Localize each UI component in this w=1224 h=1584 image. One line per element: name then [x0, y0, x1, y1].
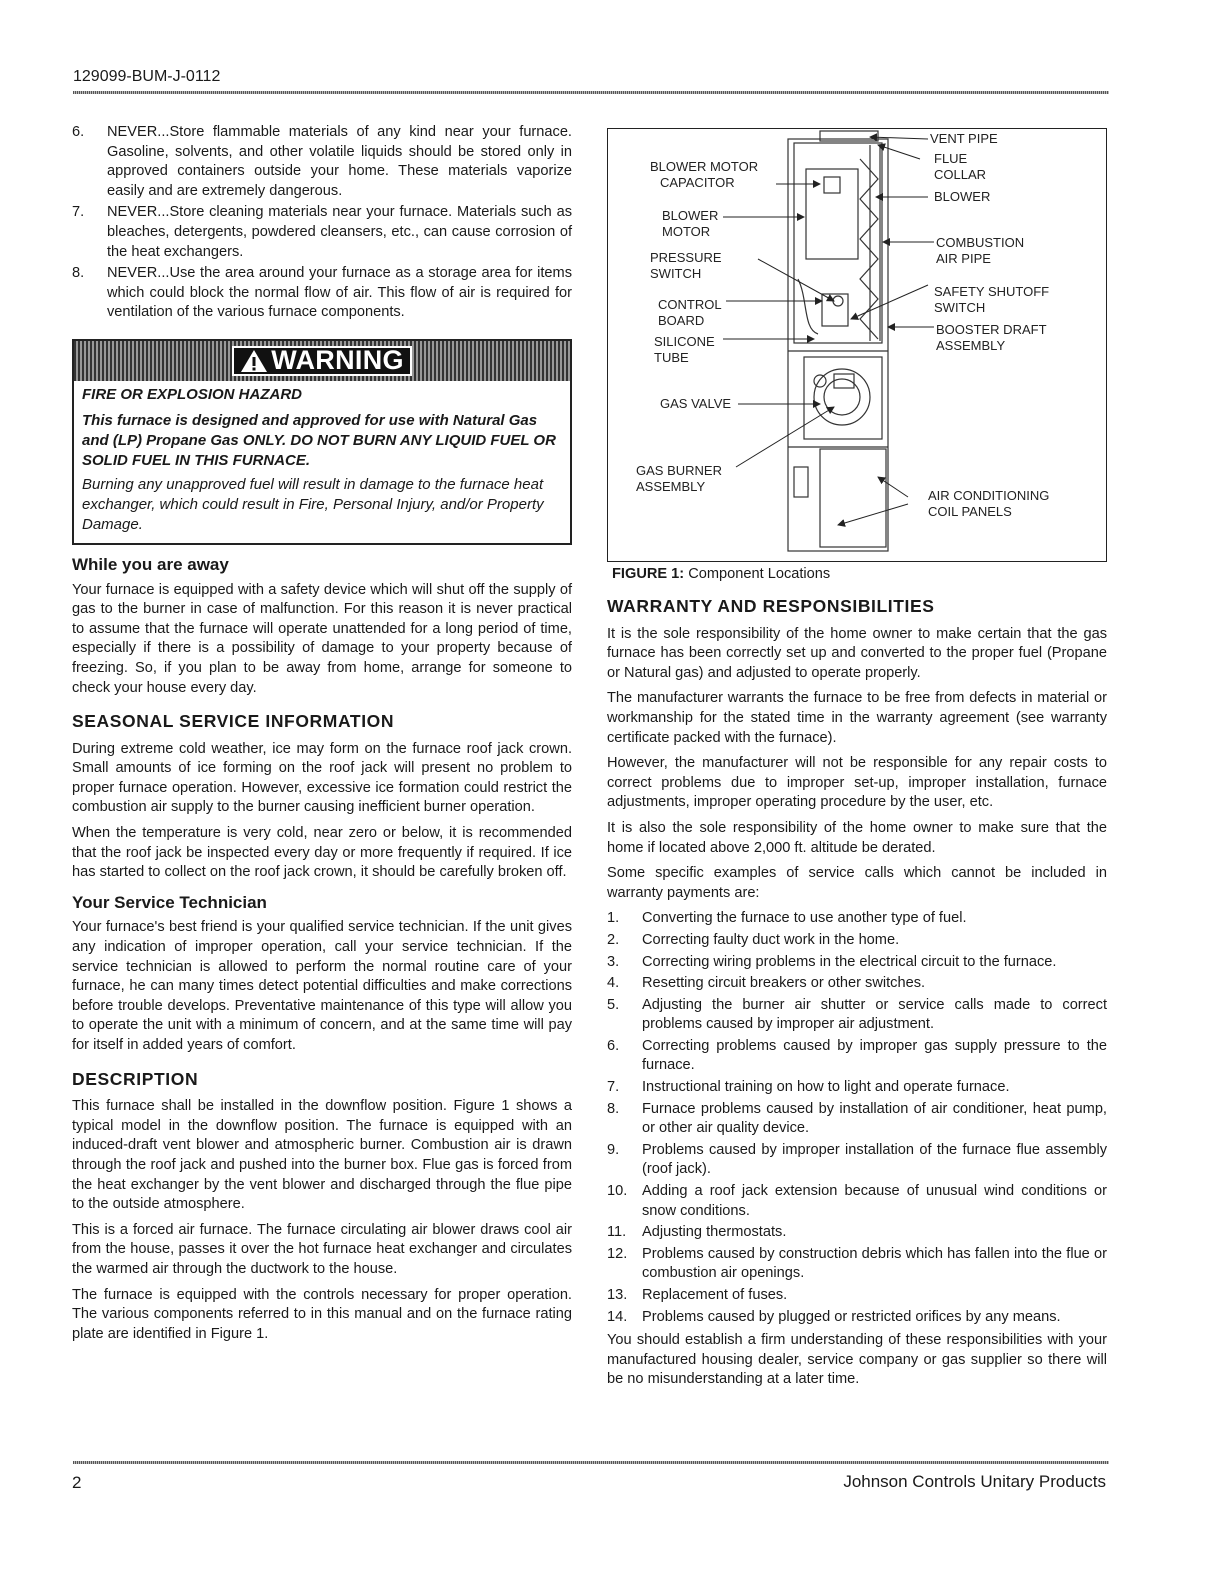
- list-item: [607, 1245, 1107, 1284]
- description-p2: This is a forced air furnace. The furnace circulating air blower draws cool air from the house, passes it over the hot furnace heat exchanger and circulates the warmed air through the ductwork to the house.: [72, 1221, 572, 1277]
- label-blower-motor-capacitor-2: CAPACITOR: [660, 175, 735, 190]
- warranty-p4: It is also the sole responsibility of the home owner to make sure that the home if located above 2,000 ft. altitude be derated.: [607, 819, 1107, 856]
- label-pressure-2: SWITCH: [650, 266, 702, 281]
- warning-banner: [74, 341, 570, 381]
- list-item: [607, 1078, 1107, 1098]
- list-number: 5.: [607, 996, 620, 1013]
- list-text: NEVER...Use the area around your furnace as a storage area for items which could block the normal flow of air. This flow of air is required for ventilation of the various furnace components.: [107, 265, 572, 321]
- list-text: Correcting problems caused by improper gas supply pressure to the furnace.: [642, 1037, 1107, 1074]
- list-number: 6.: [72, 124, 85, 140]
- warranty-p5: Some specific examples of service calls which cannot be included in warranty payments are:: [607, 865, 1107, 901]
- list-item: [607, 909, 1107, 929]
- list-text: Adding a roof jack extension because of unusual wind conditions or snow conditions.: [642, 1183, 1107, 1219]
- label-control-1: CONTROL: [658, 297, 722, 312]
- label-booster-2: ASSEMBLY: [936, 338, 1006, 353]
- list-number: 6.: [607, 1037, 620, 1054]
- list-item: [607, 1308, 1107, 1328]
- list-text: Problems caused by plugged or restricted orifices by any means.: [642, 1308, 1061, 1325]
- list-item: [607, 1037, 1107, 1076]
- warning-body: [74, 381, 570, 543]
- caption-label: FIGURE 1:: [612, 566, 685, 582]
- label-ac-2: COIL PANELS: [928, 504, 1012, 519]
- list-number: 7.: [72, 204, 85, 221]
- label-gas-valve: GAS VALVE: [660, 396, 732, 411]
- list-number: 4.: [607, 975, 620, 992]
- label-blower: BLOWER: [934, 189, 991, 204]
- list-item: [72, 123, 572, 201]
- list-number: 9.: [607, 1141, 620, 1158]
- list-number: 13.: [607, 1287, 628, 1303]
- list-item: [72, 264, 572, 323]
- label-ac-1: AIR CONDITIONING: [928, 488, 1050, 503]
- list-number: 8.: [607, 1100, 620, 1117]
- seasonal-p1: During extreme cold weather, ice may form on the furnace roof jack crown. Small amounts of ice forming on the roof jack will present no problem to proper furnace operation. However, excessive ice formation could restrict the combustion air supply to the burner causing inefficient burner operation.: [72, 740, 572, 816]
- list-text: NEVER...Store cleaning materials near your furnace. Materials such as bleaches, detergents, powdered cleansers, etc., can cause corrosion of the heat exchangers.: [107, 204, 572, 260]
- label-collar: COLLAR: [934, 167, 987, 182]
- label-blower-motor-capacitor-1: BLOWER MOTOR: [650, 159, 759, 174]
- caption-text: Component Locations: [684, 566, 831, 582]
- label-combustion-2: AIR PIPE: [936, 251, 991, 266]
- description-p3: The furnace is equipped with the controls necessary for proper operation. The various components referred to in this manual and on the furnace rating plate are identified in Figure 1.: [72, 1286, 572, 1342]
- technician-text: Your furnace's best friend is your qualified service technician. If the unit gives any indication of improper operation, call your service technician. If the service technician is allowed to perform the normal routine care of your furnace, he can many times detect potential difficulties and make corrections before trouble develops. Preventative maintenance of this type will allow you to operate the unit with a minimum of concern, and at the same time will pay for itself in added years of comfort.: [72, 919, 572, 1053]
- list-text: Correcting faulty duct work in the home.: [642, 931, 900, 948]
- warning-triangle-icon: [240, 349, 268, 373]
- label-pressure-1: PRESSURE: [650, 250, 722, 265]
- warning-title: [232, 346, 412, 376]
- warranty-closing: You should establish a firm understanding of these responsibilities with your manufactured housing dealer, service company or gas supplier so there will be no misunderstanding at a later time.: [607, 1332, 1107, 1388]
- warranty-p3: However, the manufacturer will not be responsible for any repair costs to correct problems due to improper set-up, improper installation, furnace adjustments, improper operating procedure by the user, etc.: [607, 755, 1107, 811]
- list-number: 14.: [607, 1308, 628, 1325]
- list-number: 8.: [72, 265, 85, 282]
- footer-rule: [73, 1461, 1109, 1464]
- label-silicone-1: SILICONE: [654, 334, 715, 349]
- component-figure: [607, 128, 1107, 562]
- footer-company: Johnson Controls Unitary Products: [843, 1472, 1106, 1491]
- seasonal-p2: When the temperature is very cold, near zero or below, it is recommended that the roof jack be inspected every day or more frequently if required. If ice has started to collect on the roof jack crown, it should be carefully broken off.: [72, 825, 572, 881]
- label-safety-2: SWITCH: [934, 300, 986, 315]
- warranty-p1: It is the sole responsibility of the home owner to make certain that the gas furnace has been correctly set up and converted to the proper fuel (Propane or Natural gas) and adjusted to operate properly.: [607, 625, 1107, 681]
- description-p1: This furnace shall be installed in the downflow position. Figure 1 shows a typical model in the downflow position. The furnace is equipped with an induced-draft vent blower and atmospheric burner. Combustion air is drawn through the roof jack and pushed into the burner box. Flue gas is forced from the heat exchanger by the vent blower and discharged through the flue pipe to the outside atmosphere.: [72, 1098, 572, 1213]
- label-burner-2: ASSEMBLY: [636, 479, 706, 494]
- list-number: 2.: [607, 931, 620, 948]
- figure-caption: [612, 566, 830, 582]
- list-text: Adjusting the burner air shutter or service calls made to correct problems caused by improper air adjustment.: [642, 996, 1107, 1033]
- label-control-2: BOARD: [658, 313, 705, 328]
- header-rule: [73, 91, 1109, 94]
- label-flue: FLUE: [934, 151, 968, 166]
- list-text: Furnace problems caused by installation of air conditioner, heat pump, or other air quality device.: [642, 1100, 1107, 1137]
- list-text: Problems caused by improper installation of the furnace flue assembly (roof jack).: [642, 1141, 1107, 1178]
- page-number: 2: [72, 1473, 82, 1492]
- label-blower-motor-1: BLOWER: [662, 208, 719, 223]
- list-item: [607, 974, 1107, 994]
- seasonal-heading: SEASONAL SERVICE INFORMATION: [72, 711, 395, 732]
- warning-text: Burning any unapproved fuel will result in damage to the furnace heat exchanger, which could result in Fire, Personal Injury, and/or Property Damage.: [82, 475, 544, 533]
- label-silicone-2: TUBE: [654, 350, 689, 365]
- list-number: 1.: [607, 910, 620, 927]
- right-column: [607, 595, 1107, 1396]
- list-text: Adjusting thermostats.: [642, 1224, 787, 1241]
- away-text: Your furnace is equipped with a safety device which will shut off the supply of gas to the burner in case of malfunction. For this reason it is never practical to assume that the furnace will operate unattended for a long period of time, especially if there is a possibility of damage to your property because of freezing. So, if you plan to be away from home, arrange for someone to check your house every day.: [72, 581, 572, 696]
- label-booster-1: BOOSTER DRAFT: [936, 322, 1047, 337]
- left-column: [72, 123, 572, 1350]
- document-id: 129099-BUM-J-0112: [73, 68, 221, 85]
- list-number: 7.: [607, 1079, 620, 1096]
- warning-hazard: FIRE OR EXPLOSION HAZARD: [82, 385, 303, 403]
- label-combustion-1: COMBUSTION: [936, 235, 1025, 250]
- list-number: 3.: [607, 953, 620, 970]
- list-item: [607, 1182, 1107, 1221]
- list-item: [72, 203, 572, 262]
- list-number: 11.: [607, 1224, 627, 1241]
- list-item: [607, 1286, 1107, 1306]
- warranty-heading: WARRANTY AND RESPONSIBILITIES: [607, 596, 935, 616]
- list-item: [607, 1223, 1107, 1243]
- list-text: Replacement of fuses.: [642, 1287, 788, 1303]
- list-number: 12.: [607, 1245, 628, 1262]
- list-text: Resetting circuit breakers or other switches.: [642, 975, 926, 992]
- list-item: [607, 1100, 1107, 1139]
- label-vent-pipe: VENT PIPE: [930, 131, 998, 146]
- list-item: [607, 931, 1107, 951]
- description-heading: DESCRIPTION: [72, 1068, 199, 1089]
- label-blower-motor-2: MOTOR: [662, 224, 711, 239]
- warranty-list: [607, 909, 1107, 1327]
- warning-box: [72, 339, 572, 545]
- label-burner-1: GAS BURNER: [636, 463, 722, 478]
- list-text: Instructional training on how to light and operate furnace.: [642, 1079, 1010, 1096]
- list-text: Converting the furnace to use another type of fuel.: [642, 910, 967, 927]
- warranty-p2: The manufacturer warrants the furnace to be free from defects in material or workmanship for the stated time in the warranty agreement (see warranty certificate packed with the furnace).: [607, 690, 1107, 746]
- list-item: [607, 996, 1107, 1035]
- warning-title-text: WARNING: [271, 345, 404, 376]
- never-list: [72, 123, 572, 323]
- list-number: 10.: [607, 1183, 628, 1200]
- label-safety-1: SAFETY SHUTOFF: [934, 284, 1050, 299]
- list-item: [607, 1141, 1107, 1180]
- list-text: Problems caused by construction debris which has fallen into the flue or combustion air openings.: [642, 1245, 1107, 1282]
- away-heading: While you are away: [72, 554, 229, 574]
- list-text: Correcting wiring problems in the electrical circuit to the furnace.: [642, 953, 1057, 970]
- technician-heading: Your Service Technician: [72, 892, 267, 912]
- list-text: NEVER...Store flammable materials of any kind near your furnace. Gasoline, solvents, and other volatile liquids should be stored only in approved containers outside your home. These materials vaporize easily and are extremely dangerous.: [107, 124, 572, 199]
- warning-bold-text: This furnace is designed and approved for use with Natural Gas and (LP) Propane Gas ONLY. DO NOT BURN ANY LIQUID FUEL OR SOLID FUEL IN THIS FURNACE.: [82, 411, 556, 469]
- list-item: [607, 953, 1107, 973]
